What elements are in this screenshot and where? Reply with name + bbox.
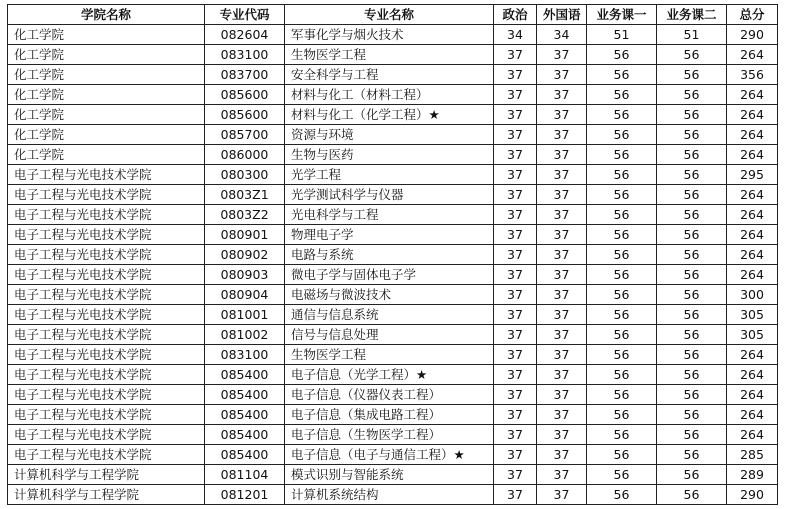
major-cell: 材料与化工（材料工程） [285, 85, 494, 105]
header-politics: 政治 [494, 5, 537, 25]
total-cell: 264 [727, 385, 778, 405]
subject-two-cell: 56 [657, 345, 727, 365]
total-cell: 264 [727, 265, 778, 285]
table-row [8, 45, 778, 65]
total-cell: 305 [727, 325, 778, 345]
college-cell: 电子工程与光电技术学院 [8, 305, 205, 325]
total-cell: 264 [727, 125, 778, 145]
college-cell: 电子工程与光电技术学院 [8, 245, 205, 265]
subject-one-cell: 56 [587, 345, 657, 365]
subject-two-cell: 56 [657, 225, 727, 245]
college-cell: 化工学院 [8, 125, 205, 145]
subject-two-cell: 56 [657, 205, 727, 225]
subject-one-cell: 56 [587, 405, 657, 425]
total-cell: 264 [727, 185, 778, 205]
major-cell: 电子信息（仪器仪表工程） [285, 385, 494, 405]
subject-one-cell: 56 [587, 145, 657, 165]
table-row [8, 245, 778, 265]
table-row [8, 285, 778, 305]
foreign-language-cell: 37 [537, 65, 587, 85]
college-cell: 电子工程与光电技术学院 [8, 425, 205, 445]
table-row [8, 345, 778, 365]
table-row [8, 25, 778, 45]
major-cell: 通信与信息系统 [285, 305, 494, 325]
subject-one-cell: 56 [587, 285, 657, 305]
politics-cell: 37 [494, 325, 537, 345]
code-cell: 085700 [205, 125, 285, 145]
subject-two-cell: 56 [657, 125, 727, 145]
code-cell: 080903 [205, 265, 285, 285]
foreign-language-cell: 37 [537, 85, 587, 105]
subject-two-cell: 56 [657, 105, 727, 125]
foreign-language-cell: 37 [537, 265, 587, 285]
total-cell: 290 [727, 485, 778, 505]
subject-one-cell: 56 [587, 185, 657, 205]
subject-two-cell: 56 [657, 265, 727, 285]
code-cell: 080904 [205, 285, 285, 305]
subject-two-cell: 56 [657, 425, 727, 445]
politics-cell: 37 [494, 385, 537, 405]
table-row [8, 145, 778, 165]
code-cell: 081002 [205, 325, 285, 345]
subject-one-cell: 56 [587, 225, 657, 245]
college-cell: 化工学院 [8, 105, 205, 125]
code-cell: 085600 [205, 85, 285, 105]
major-cell: 物理电子学 [285, 225, 494, 245]
code-cell: 081001 [205, 305, 285, 325]
code-cell: 081201 [205, 485, 285, 505]
subject-two-cell: 56 [657, 285, 727, 305]
major-cell: 计算机系统结构 [285, 485, 494, 505]
total-cell: 264 [727, 405, 778, 425]
major-cell: 材料与化工（化学工程）★ [285, 105, 494, 125]
header-major: 专业名称 [285, 5, 494, 25]
table-row [8, 125, 778, 145]
subject-one-cell: 56 [587, 125, 657, 145]
subject-one-cell: 56 [587, 445, 657, 465]
subject-two-cell: 56 [657, 45, 727, 65]
total-cell: 264 [727, 145, 778, 165]
foreign-language-cell: 37 [537, 285, 587, 305]
major-cell: 生物与医药 [285, 145, 494, 165]
total-cell: 305 [727, 305, 778, 325]
politics-cell: 37 [494, 45, 537, 65]
foreign-language-cell: 37 [537, 325, 587, 345]
code-cell: 085400 [205, 445, 285, 465]
politics-cell: 37 [494, 265, 537, 285]
header-subject-two: 业务课二 [657, 5, 727, 25]
code-cell: 080901 [205, 225, 285, 245]
subject-two-cell: 56 [657, 165, 727, 185]
politics-cell: 37 [494, 485, 537, 505]
major-cell: 安全科学与工程 [285, 65, 494, 85]
foreign-language-cell: 37 [537, 405, 587, 425]
politics-cell: 37 [494, 125, 537, 145]
foreign-language-cell: 37 [537, 185, 587, 205]
total-cell: 264 [727, 425, 778, 445]
politics-cell: 37 [494, 365, 537, 385]
college-cell: 电子工程与光电技术学院 [8, 285, 205, 305]
college-cell: 计算机科学与工程学院 [8, 465, 205, 485]
major-cell: 生物医学工程 [285, 345, 494, 365]
header-total: 总分 [727, 5, 778, 25]
college-cell: 电子工程与光电技术学院 [8, 165, 205, 185]
table-row [8, 385, 778, 405]
header-row [8, 5, 778, 25]
major-cell: 光学测试科学与仪器 [285, 185, 494, 205]
politics-cell: 37 [494, 285, 537, 305]
table-row [8, 465, 778, 485]
subject-one-cell: 56 [587, 425, 657, 445]
foreign-language-cell: 37 [537, 105, 587, 125]
major-cell: 模式识别与智能系统 [285, 465, 494, 485]
foreign-language-cell: 37 [537, 145, 587, 165]
politics-cell: 37 [494, 145, 537, 165]
subject-one-cell: 56 [587, 245, 657, 265]
total-cell: 264 [727, 365, 778, 385]
foreign-language-cell: 37 [537, 445, 587, 465]
score-table [7, 4, 778, 505]
subject-two-cell: 56 [657, 465, 727, 485]
college-cell: 化工学院 [8, 25, 205, 45]
subject-one-cell: 56 [587, 165, 657, 185]
politics-cell: 37 [494, 65, 537, 85]
foreign-language-cell: 37 [537, 245, 587, 265]
subject-one-cell: 56 [587, 85, 657, 105]
politics-cell: 37 [494, 245, 537, 265]
major-cell: 电子信息（集成电路工程） [285, 405, 494, 425]
table-row [8, 105, 778, 125]
major-cell: 电子信息（生物医学工程） [285, 425, 494, 445]
total-cell: 264 [727, 85, 778, 105]
code-cell: 0803Z2 [205, 205, 285, 225]
politics-cell: 37 [494, 405, 537, 425]
foreign-language-cell: 37 [537, 205, 587, 225]
foreign-language-cell: 37 [537, 345, 587, 365]
foreign-language-cell: 34 [537, 25, 587, 45]
major-cell: 电子信息（光学工程）★ [285, 365, 494, 385]
foreign-language-cell: 37 [537, 305, 587, 325]
college-cell: 化工学院 [8, 45, 205, 65]
header-subject-one: 业务课一 [587, 5, 657, 25]
total-cell: 264 [727, 45, 778, 65]
code-cell: 085400 [205, 385, 285, 405]
subject-two-cell: 56 [657, 245, 727, 265]
subject-two-cell: 56 [657, 85, 727, 105]
subject-two-cell: 56 [657, 405, 727, 425]
subject-one-cell: 56 [587, 65, 657, 85]
subject-one-cell: 56 [587, 205, 657, 225]
subject-two-cell: 56 [657, 145, 727, 165]
major-cell: 光学工程 [285, 165, 494, 185]
major-cell: 生物医学工程 [285, 45, 494, 65]
college-cell: 电子工程与光电技术学院 [8, 345, 205, 365]
foreign-language-cell: 37 [537, 365, 587, 385]
major-cell: 资源与环境 [285, 125, 494, 145]
subject-two-cell: 56 [657, 385, 727, 405]
major-cell: 光电科学与工程 [285, 205, 494, 225]
subject-one-cell: 56 [587, 45, 657, 65]
politics-cell: 37 [494, 305, 537, 325]
politics-cell: 37 [494, 185, 537, 205]
college-cell: 电子工程与光电技术学院 [8, 385, 205, 405]
code-cell: 083700 [205, 65, 285, 85]
total-cell: 295 [727, 165, 778, 185]
college-cell: 化工学院 [8, 85, 205, 105]
subject-one-cell: 56 [587, 305, 657, 325]
college-cell: 电子工程与光电技术学院 [8, 225, 205, 245]
subject-two-cell: 56 [657, 325, 727, 345]
politics-cell: 37 [494, 465, 537, 485]
table-row [8, 65, 778, 85]
table-row [8, 365, 778, 385]
header-code: 专业代码 [205, 5, 285, 25]
subject-one-cell: 56 [587, 465, 657, 485]
college-cell: 电子工程与光电技术学院 [8, 205, 205, 225]
total-cell: 264 [727, 225, 778, 245]
foreign-language-cell: 37 [537, 385, 587, 405]
politics-cell: 34 [494, 25, 537, 45]
total-cell: 264 [727, 245, 778, 265]
subject-two-cell: 56 [657, 485, 727, 505]
foreign-language-cell: 37 [537, 125, 587, 145]
foreign-language-cell: 37 [537, 425, 587, 445]
header-foreign-language: 外国语 [537, 5, 587, 25]
table-row [8, 425, 778, 445]
subject-one-cell: 56 [587, 365, 657, 385]
table-row [8, 445, 778, 465]
politics-cell: 37 [494, 165, 537, 185]
code-cell: 083100 [205, 345, 285, 365]
major-cell: 电子信息（电子与通信工程）★ [285, 445, 494, 465]
code-cell: 082604 [205, 25, 285, 45]
table-row [8, 485, 778, 505]
politics-cell: 37 [494, 105, 537, 125]
college-cell: 电子工程与光电技术学院 [8, 365, 205, 385]
subject-two-cell: 56 [657, 185, 727, 205]
total-cell: 264 [727, 105, 778, 125]
total-cell: 290 [727, 25, 778, 45]
subject-one-cell: 56 [587, 265, 657, 285]
table-row [8, 85, 778, 105]
subject-two-cell: 56 [657, 65, 727, 85]
total-cell: 264 [727, 205, 778, 225]
code-cell: 080300 [205, 165, 285, 185]
code-cell: 081104 [205, 465, 285, 485]
subject-two-cell: 56 [657, 445, 727, 465]
code-cell: 086000 [205, 145, 285, 165]
total-cell: 356 [727, 65, 778, 85]
college-cell: 电子工程与光电技术学院 [8, 325, 205, 345]
code-cell: 080902 [205, 245, 285, 265]
code-cell: 085600 [205, 105, 285, 125]
table-row [8, 205, 778, 225]
politics-cell: 37 [494, 225, 537, 245]
foreign-language-cell: 37 [537, 45, 587, 65]
table-row [8, 305, 778, 325]
college-cell: 电子工程与光电技术学院 [8, 185, 205, 205]
major-cell: 电路与系统 [285, 245, 494, 265]
major-cell: 军事化学与烟火技术 [285, 25, 494, 45]
major-cell: 微电子学与固体电子学 [285, 265, 494, 285]
table-body [8, 25, 778, 505]
major-cell: 电磁场与微波技术 [285, 285, 494, 305]
subject-one-cell: 56 [587, 485, 657, 505]
subject-one-cell: 51 [587, 25, 657, 45]
college-cell: 电子工程与光电技术学院 [8, 265, 205, 285]
table-row [8, 185, 778, 205]
total-cell: 300 [727, 285, 778, 305]
politics-cell: 37 [494, 345, 537, 365]
foreign-language-cell: 37 [537, 225, 587, 245]
politics-cell: 37 [494, 85, 537, 105]
foreign-language-cell: 37 [537, 485, 587, 505]
politics-cell: 37 [494, 205, 537, 225]
code-cell: 085400 [205, 365, 285, 385]
code-cell: 085400 [205, 405, 285, 425]
major-cell: 信号与信息处理 [285, 325, 494, 345]
total-cell: 289 [727, 465, 778, 485]
code-cell: 085400 [205, 425, 285, 445]
foreign-language-cell: 37 [537, 465, 587, 485]
header-college: 学院名称 [8, 5, 205, 25]
table-row [8, 265, 778, 285]
table-row [8, 405, 778, 425]
subject-one-cell: 56 [587, 105, 657, 125]
code-cell: 0803Z1 [205, 185, 285, 205]
foreign-language-cell: 37 [537, 165, 587, 185]
subject-two-cell: 56 [657, 365, 727, 385]
subject-two-cell: 51 [657, 25, 727, 45]
table-row [8, 225, 778, 245]
college-cell: 电子工程与光电技术学院 [8, 405, 205, 425]
college-cell: 化工学院 [8, 145, 205, 165]
subject-one-cell: 56 [587, 385, 657, 405]
subject-two-cell: 56 [657, 305, 727, 325]
college-cell: 电子工程与光电技术学院 [8, 445, 205, 465]
college-cell: 计算机科学与工程学院 [8, 485, 205, 505]
table-row [8, 165, 778, 185]
subject-one-cell: 56 [587, 325, 657, 345]
total-cell: 285 [727, 445, 778, 465]
code-cell: 083100 [205, 45, 285, 65]
total-cell: 264 [727, 345, 778, 365]
table-row [8, 325, 778, 345]
politics-cell: 37 [494, 445, 537, 465]
politics-cell: 37 [494, 425, 537, 445]
college-cell: 化工学院 [8, 65, 205, 85]
